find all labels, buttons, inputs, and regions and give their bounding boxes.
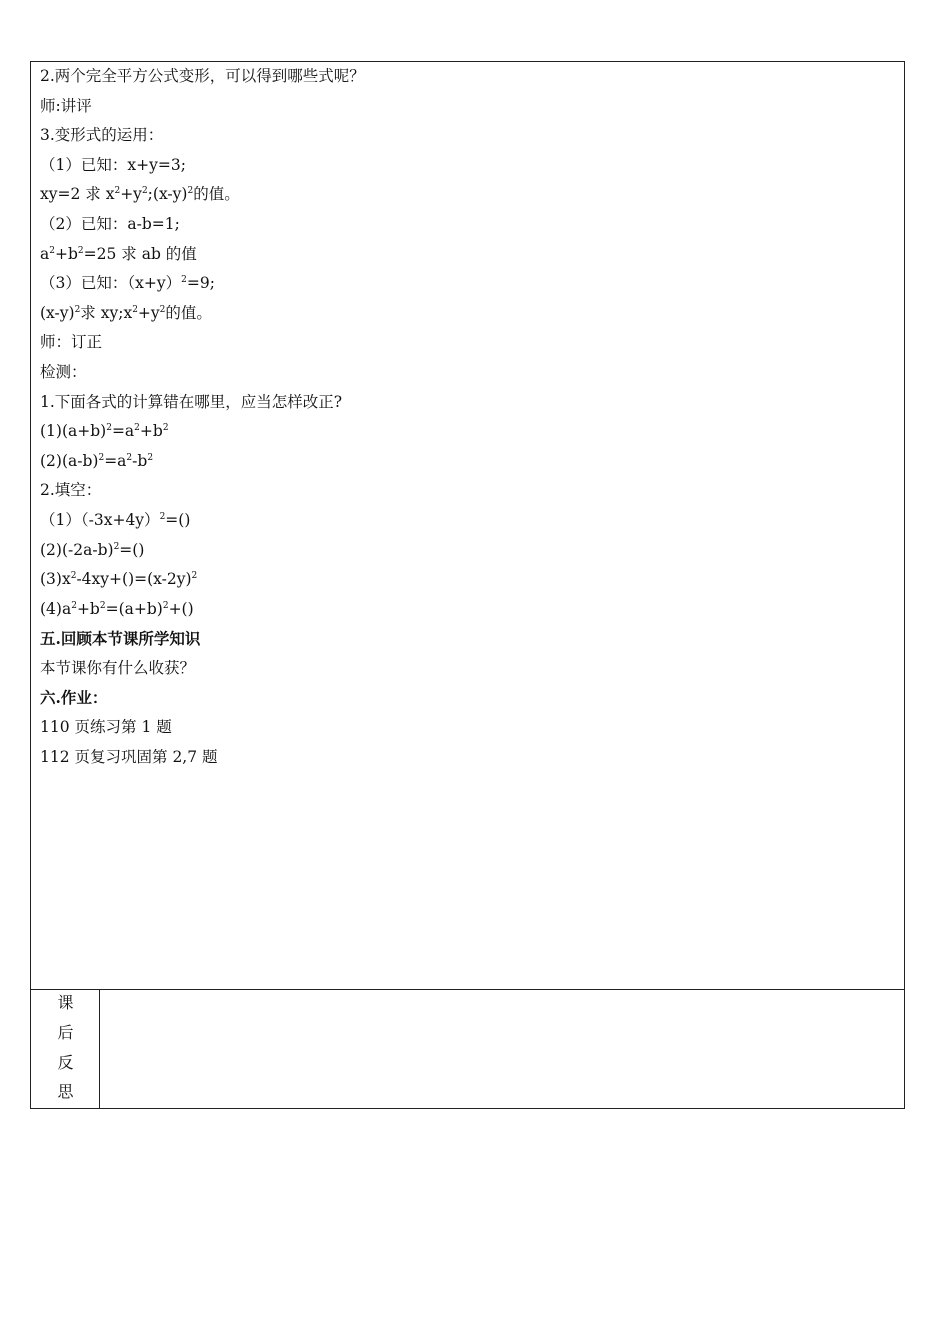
reflection-label-char: 思 [57,1082,74,1101]
text-line: （2）已知：a-b=1; [40,214,180,233]
lesson-table [30,61,905,1109]
text-line: 3.变形式的运用： [40,126,164,145]
text-line: 2.填空： [40,481,102,500]
text-line: $(2)(a-b)^2=a^2-b^2$ [40,451,154,470]
reflection-label-char: 后 [57,1023,74,1042]
text-line: 110 页练习第 1 题 [40,718,172,737]
text-line: （3）已知：$(x+y)^2=9$; [40,274,215,293]
text-line: 本节课你有什么收获？ [40,658,196,677]
text-line: $(3)x^2-4xy+()=(x-2y)^2$ [40,570,198,589]
section-heading: 五.回顾本节课所学知识 [40,629,201,649]
text-line: 112 页复习巩固第 2,7 题 [40,747,218,766]
text-line: $a^2+b^2=25$ 求 ab 的值 [40,244,197,263]
text-line: $(x-y)^2$求 $xy;x^2+y^2$的值。 [40,303,212,322]
text-line: $(2)(-2a-b)^2=()$ [40,540,145,559]
text-line: （1）已知：x+y=3; [40,155,186,174]
text-line: 师:讲评 [40,96,92,115]
reflection-label-char: 反 [57,1053,74,1072]
reflection-label-cell [31,990,100,1108]
text-line: 师：订正 [40,333,103,352]
reflection-label-char: 课 [57,993,74,1012]
text-line: 2.两个完全平方公式变形，可以得到哪些式呢？ [40,67,365,85]
text-line: 检测： [40,362,87,381]
lesson-lines [40,62,365,772]
section-heading: 六.作业： [40,688,108,708]
text-line: $(1)(-3x+4y)^2=()$ [40,510,191,529]
reflection-content-cell [100,990,904,1108]
text-line: $(4)a^2+b^2=(a+b)^2+()$ [40,599,194,618]
text-line: 1.下面各式的计算错在哪里，应当怎样改正? [40,392,343,411]
text-line: $(1)(a+b)^2=a^2+b^2$ [40,422,169,441]
lesson-content-cell [31,62,904,990]
text-line: xy=2 求 $x^2+y^2;(x-y)^2$的值。 [40,185,240,204]
